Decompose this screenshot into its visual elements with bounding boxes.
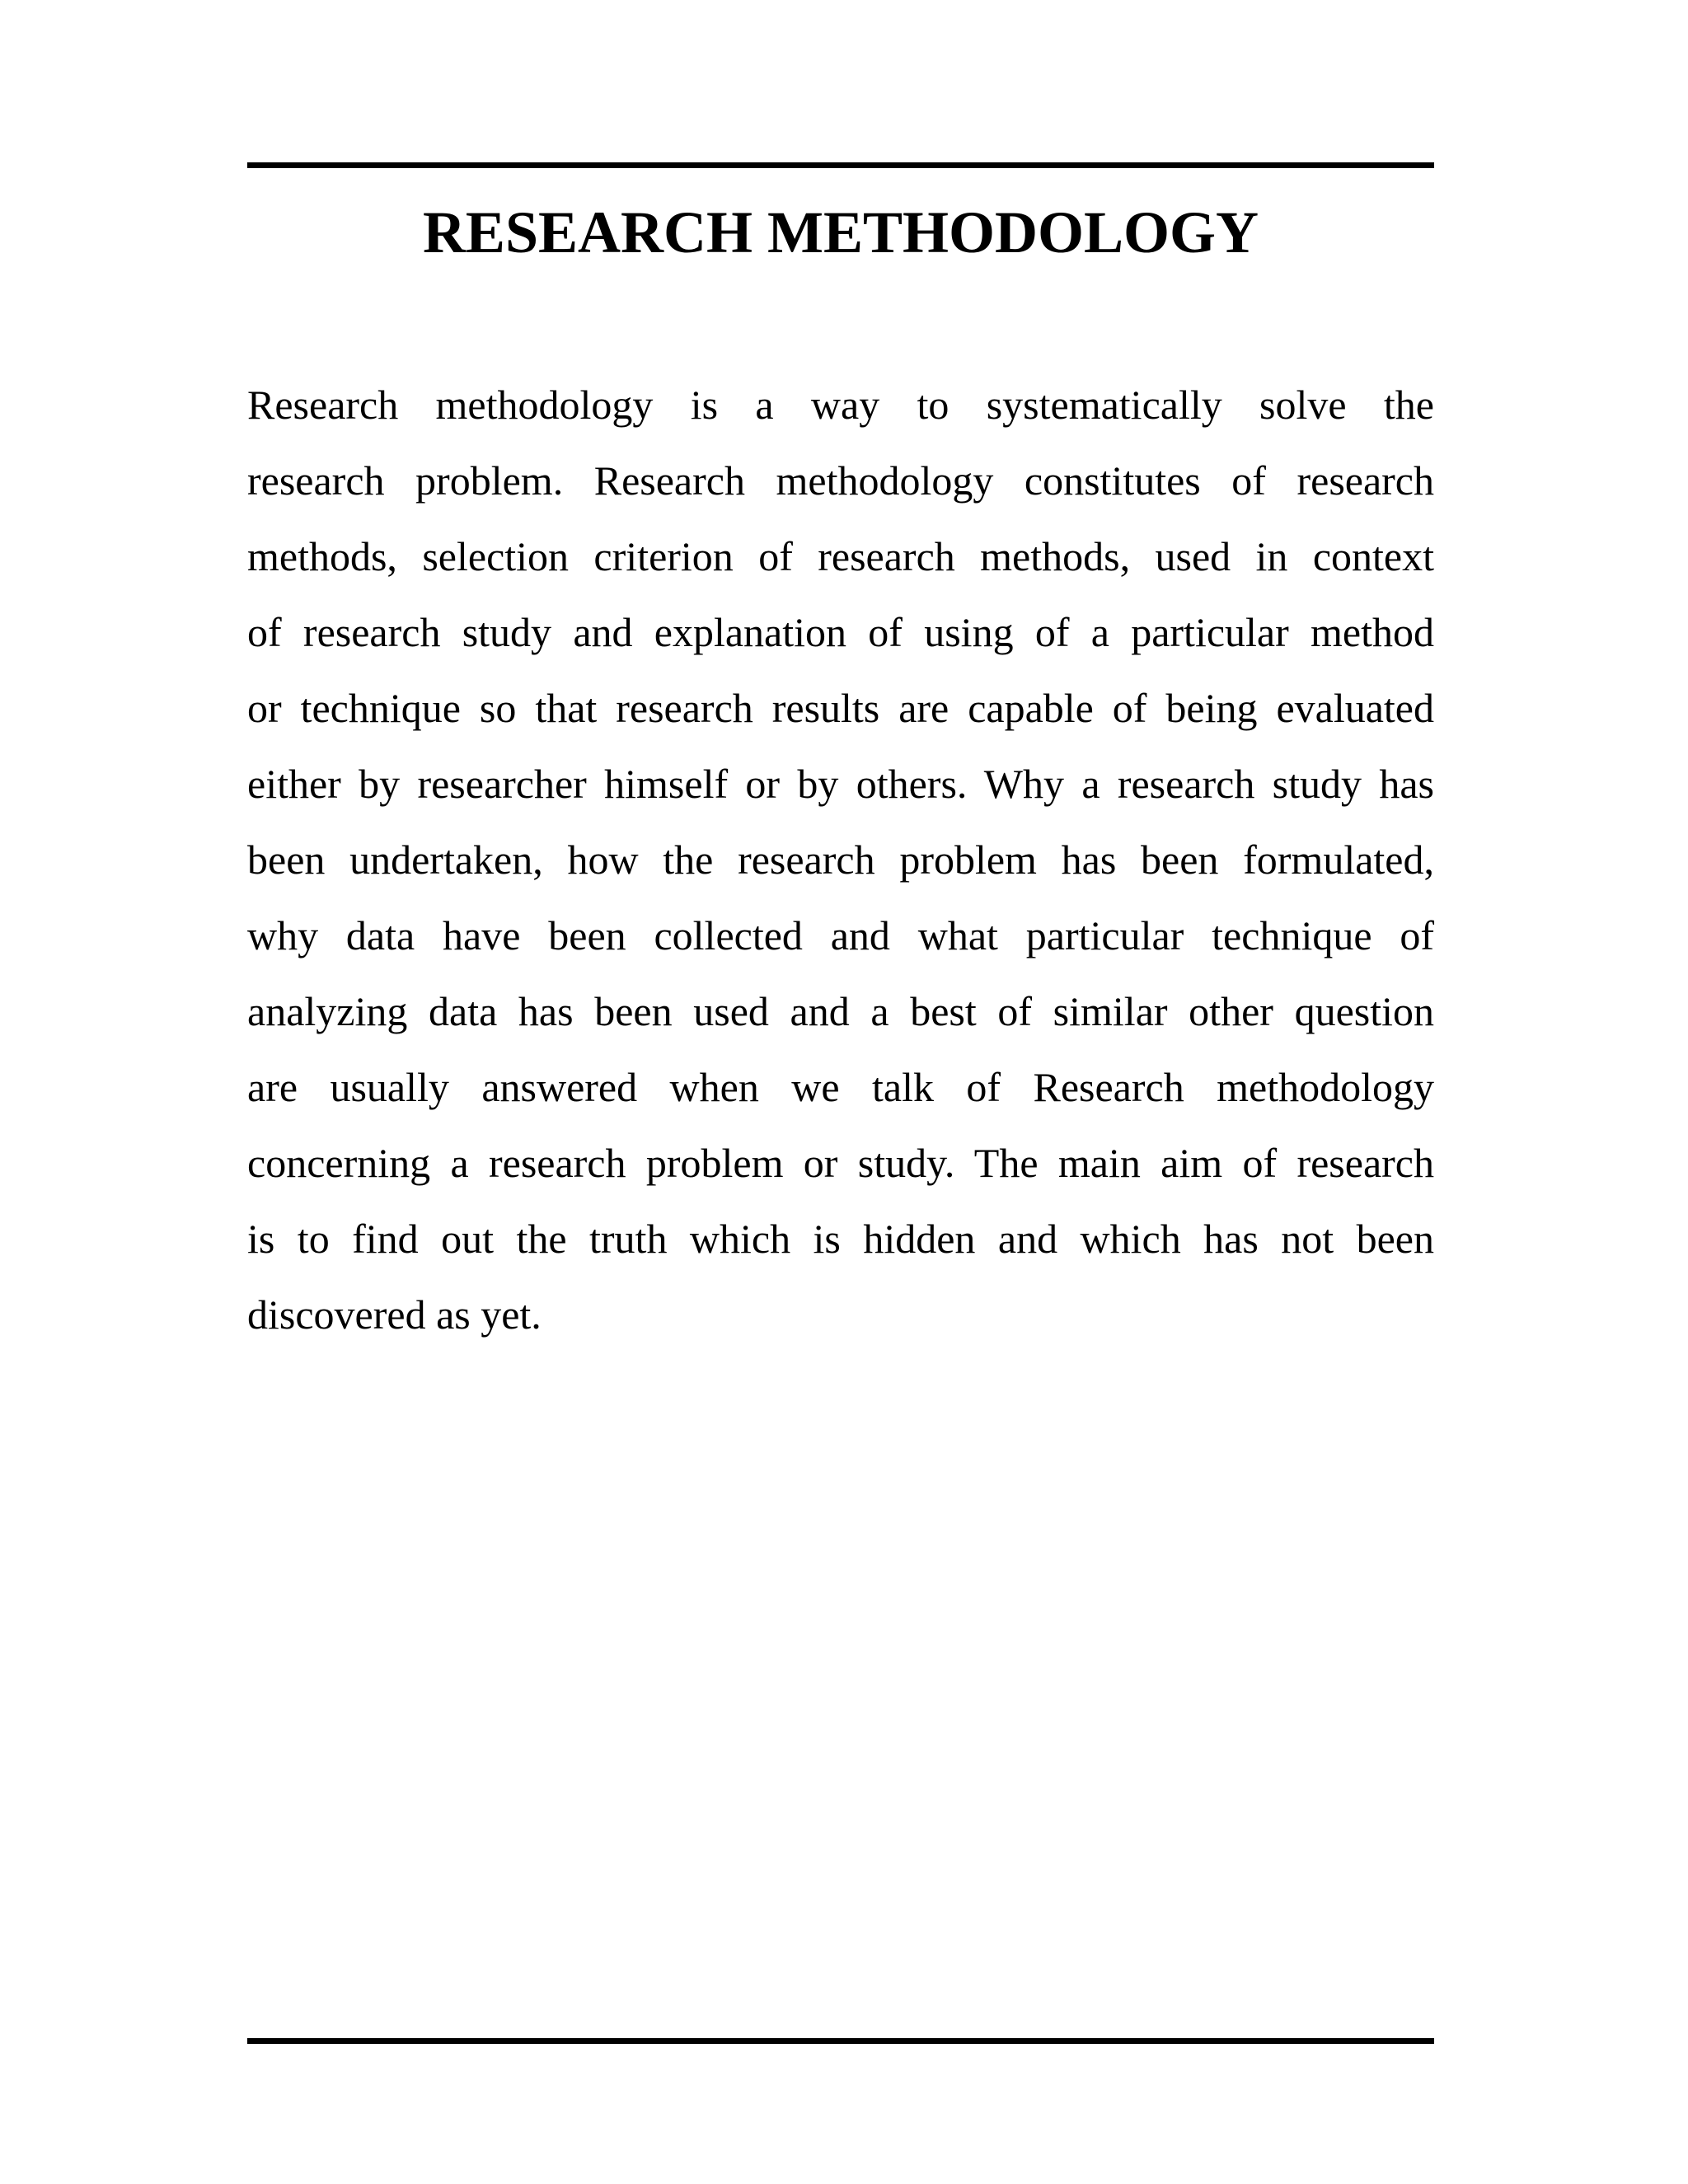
body-paragraph (247, 367, 1434, 1352)
paragraph-line: analyzing data has been used and a best of similar other question (247, 988, 1434, 1034)
top-rule (247, 162, 1434, 168)
paragraph-line: are usually answered when we talk of Research methodology (247, 1064, 1434, 1110)
paragraph-line: of research study and explanation of using of a particular method (247, 609, 1434, 655)
paragraph-line: research problem. Research methodology constitutes of research (247, 457, 1434, 504)
paragraph-line: either by researcher himself or by others. Why a research study has (247, 761, 1434, 807)
paragraph-line: is to find out the truth which is hidden and which has not been (247, 1216, 1434, 1262)
paragraph-line: concerning a research problem or study. The main aim of research (247, 1140, 1434, 1186)
paragraph-line: discovered as yet. (247, 1291, 542, 1338)
paragraph-line: why data have been collected and what particular technique of (247, 912, 1434, 958)
paragraph-line: or technique so that research results are capable of being evaluated (247, 685, 1434, 731)
page-title: RESEARCH METHODOLOGY (422, 199, 1259, 265)
paragraph-line: been undertaken, how the research problem has been formulated, (247, 837, 1434, 883)
paragraph-line: Research methodology is a way to systematically solve the (247, 382, 1434, 428)
bottom-rule (247, 2038, 1434, 2044)
paragraph-line: methods, selection criterion of research methods, used in context (247, 533, 1434, 579)
